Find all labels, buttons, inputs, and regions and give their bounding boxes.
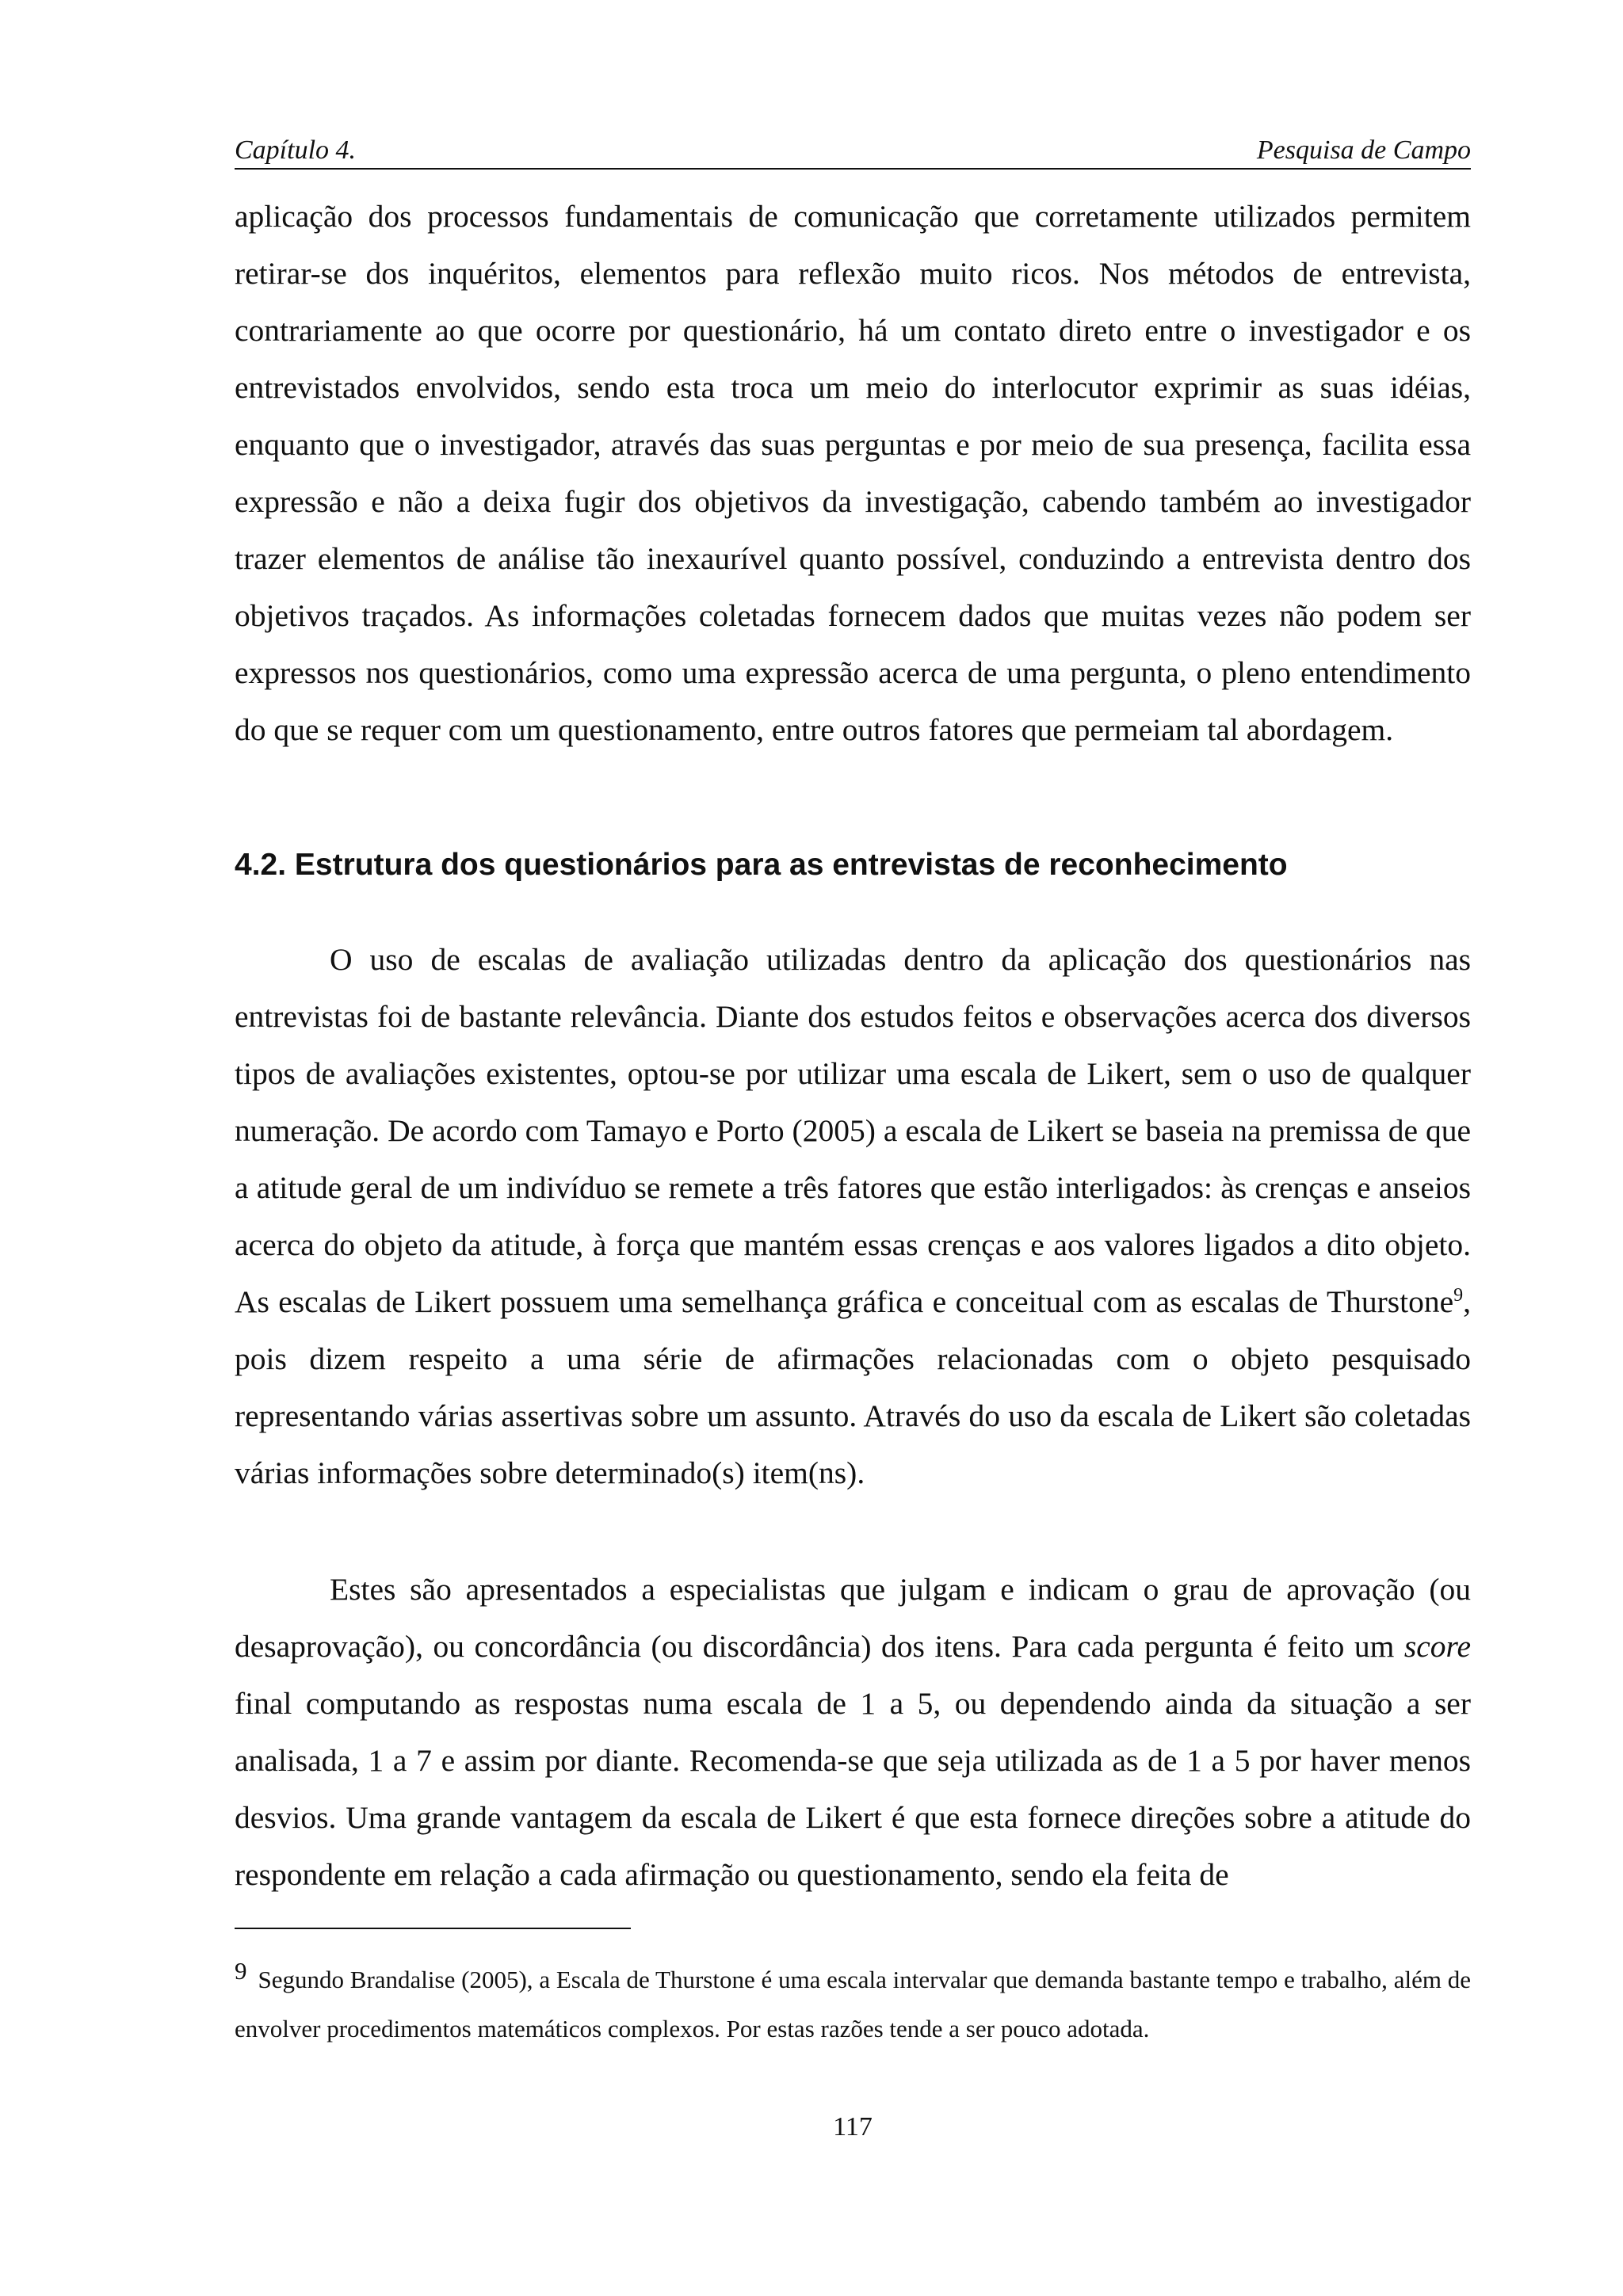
paragraph-likert-scale	[235, 931, 1471, 1501]
footnote-mark: 9	[235, 1956, 247, 1985]
document-page	[235, 0, 1471, 2296]
section-heading: 4.2. Estrutura dos questionários para as entrevistas de reconhecimento	[235, 848, 1288, 882]
footnote	[235, 1955, 1471, 2054]
running-header	[235, 135, 1471, 170]
score-term: score	[1403, 1629, 1471, 1664]
score-text-part-1: Estes são apresentados a especialistas que julgam e indicam o grau de aprovação (ou desaprovação), ou concordância (ou discordância) dos itens. Para cada pergunta é feito um	[235, 1572, 1471, 1664]
footnote-separator	[235, 1928, 631, 1929]
paragraph-score	[235, 1561, 1471, 1903]
likert-text-part-1: O uso de escalas de avaliação utilizadas dentro da aplicação dos questionários nas entrevistas foi de bastante relevância. Diante dos estudos feitos e observações acerca dos diversos tipos de avaliações existentes, optou-se por utilizar uma escala de Likert, sem o uso de qualquer numeração. De acordo com Tamayo e Porto (2005) a escala de Likert se baseia na premissa de que a atitude geral de um indivíduo se remete a três fatores que estão interligados: às crenças e anseios acerca do objeto da atitude, à força que mantém essas crenças e aos valores ligados a dito objeto. As escalas de Likert possuem uma semelhança gráfica e conceitual com as escalas de Thurstone	[235, 942, 1471, 1319]
likert-text-part-2: , pois dizem respeito a uma série de afirmações relacionadas com o objeto pesquisado representando várias assertivas sobre um assunto. Através do uso da escala de Likert são coletadas várias informações sobre determinado(s) item(ns).	[235, 1284, 1471, 1490]
page-number: 117	[833, 2112, 873, 2142]
header-chapter: Capítulo 4.	[235, 135, 357, 165]
footnote-reference[interactable]: 9	[1453, 1284, 1464, 1306]
paragraph-interview-methods: aplicação dos processos fundamentais de comunicação que corretamente utilizados permitem retirar-se dos inquéritos, elementos para reflexão muito ricos. Nos métodos de entrevista, contrariamente ao que ocorre por questionário, há um contato direto entre o investigador e os entrevistados envolvidos, sendo esta troca um meio do interlocutor exprimir as suas idéias, enquanto que o investigador, através das suas perguntas e por meio de sua presença, facilita essa expressão e não a deixa fugir dos objetivos da investigação, cabendo também ao investigador trazer elementos de análise tão inexaurível quanto possível, conduzindo a entrevista dentro dos objetivos traçados. As informações coletadas fornecem dados que muitas vezes não podem ser expressos nos questionários, como uma expressão acerca de uma pergunta, o pleno entendimento do que se requer com um questionamento, entre outros fatores que permeiam tal abordagem.	[235, 199, 1471, 747]
footnote-text: Segundo Brandalise (2005), a Escala de Thurstone é uma escala intervalar que demanda bastante tempo e trabalho, além de envolver procedimentos matemáticos complexos. Por estas razões tende a ser pouco adotada.	[235, 1966, 1471, 2042]
score-text-part-2: final computando as respostas numa escala de 1 a 5, ou dependendo ainda da situação a ser analisada, 1 a 7 e assim por diante. Recomenda-se que seja utilizada as de 1 a 5 por haver menos desvios. Uma grande vantagem da escala de Likert é que esta fornece direções sobre a atitude do respondente em relação a cada afirmação ou questionamento, sendo ela feita de	[235, 1686, 1471, 1892]
header-section-title: Pesquisa de Campo	[1256, 135, 1471, 165]
